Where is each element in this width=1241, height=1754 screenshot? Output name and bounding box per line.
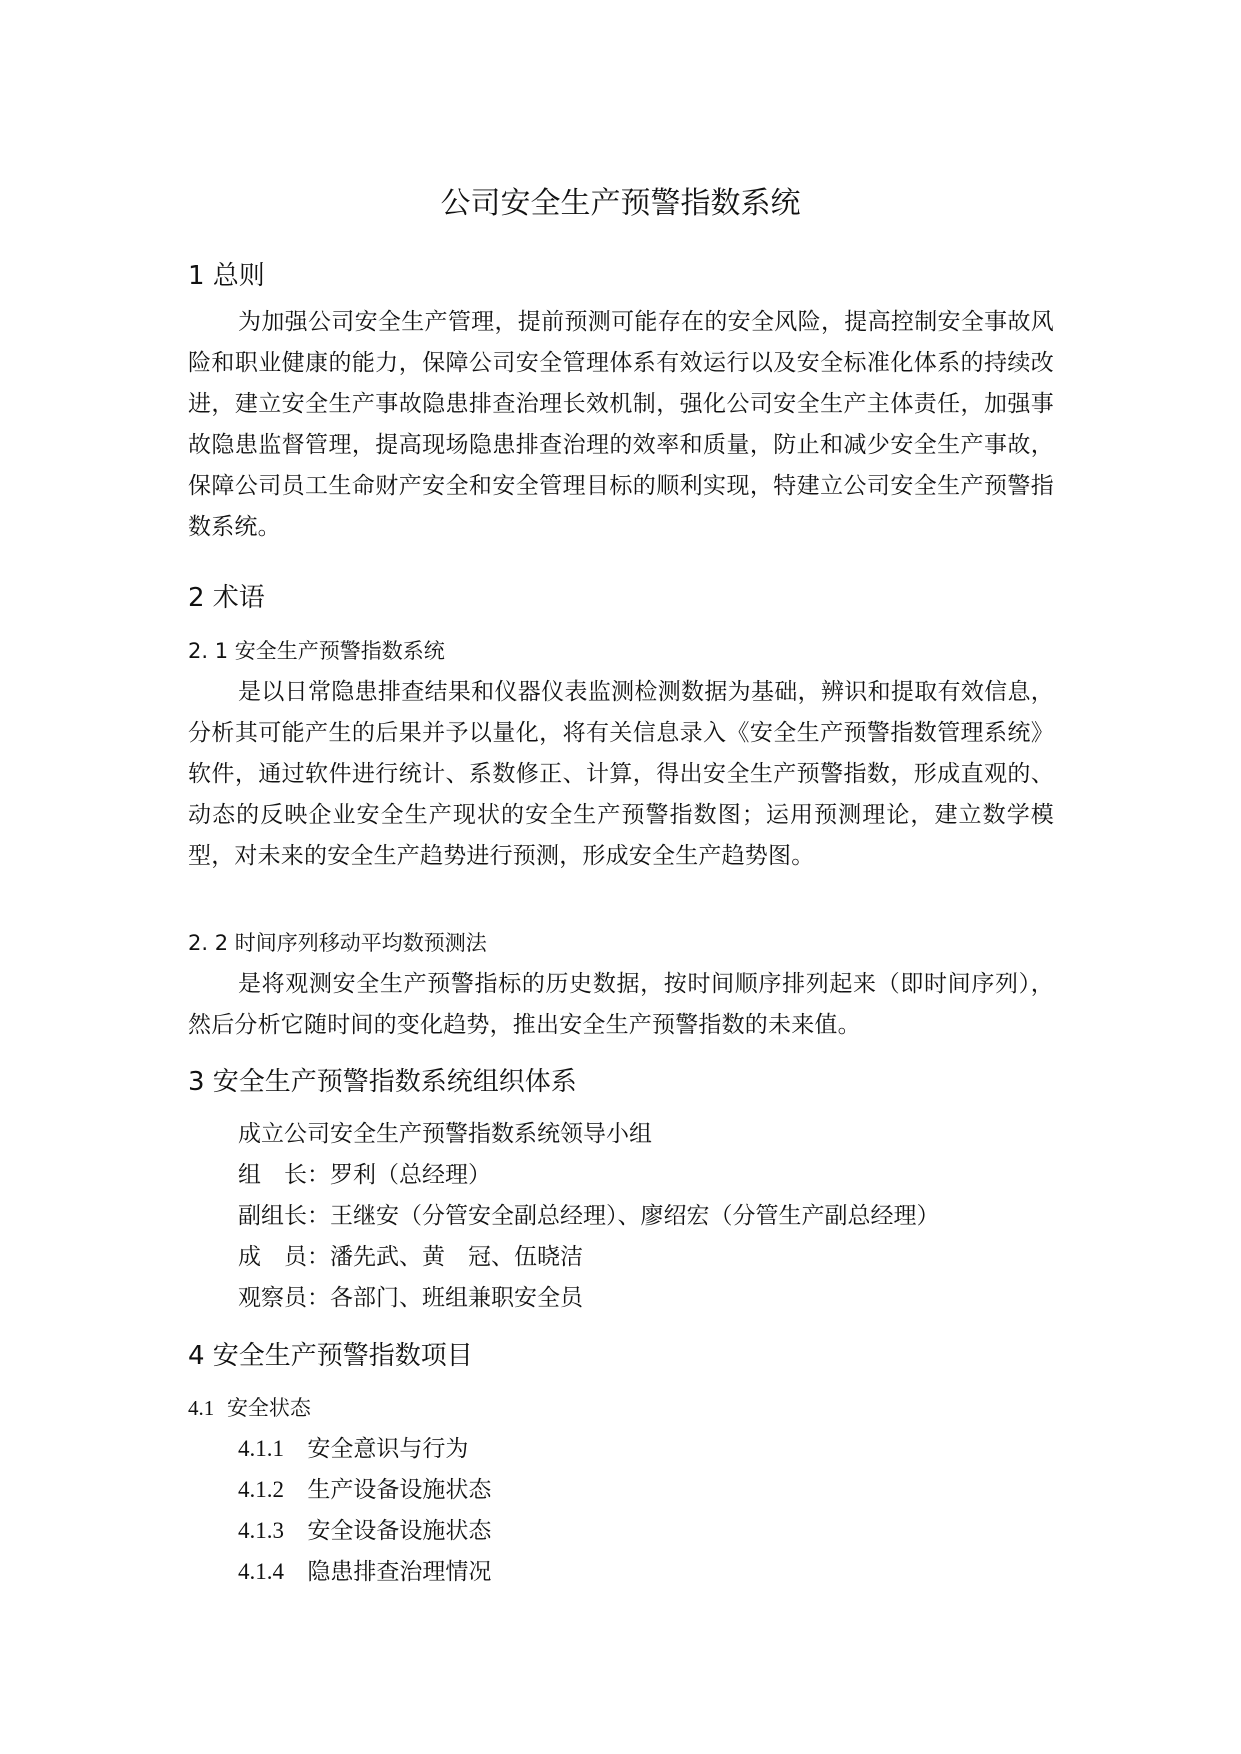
section-2-2-heading: 2. 2 时间序列移动平均数预测法 bbox=[188, 931, 487, 955]
section-4-heading: 4 安全生产预警指数项目 bbox=[188, 1341, 473, 1371]
org-line: 观察员：各部门、班组兼职安全员 bbox=[238, 1285, 583, 1311]
section-2-1-paragraph: 是以日常隐患排查结果和仪器仪表监测检测数据为基础，辨识和提取有效信息，分析其可能产生的后果并予以量化，将有关信息录入《安全生产预警指数管理系统》软件，通过软件进行统计、系数修正、计算，得出安全生产预警指数，形成直观的、动态的反映企业安全生产现状的安全生产预警指数图；运用预测理论，建立数学模型，对未来的安全生产趋势进行预测，形成安全生产趋势图。 bbox=[188, 679, 1054, 869]
section-4-1-title: 安全状态 bbox=[226, 1396, 311, 1420]
document-title: 公司安全生产预警指数系统 bbox=[440, 186, 801, 221]
org-line: 副组长：王继安（分管安全副总经理）、廖绍宏（分管生产副总经理） bbox=[238, 1203, 940, 1229]
org-line: 组 长：罗利（总经理） bbox=[238, 1162, 491, 1188]
list-item bbox=[238, 1428, 468, 1470]
list-item-number: 4.1.3 bbox=[238, 1518, 284, 1543]
section-2-2-paragraph: 是将观测安全生产预警指标的历史数据，按时间顺序排列起来（即时间序列），然后分析它随时间的变化趋势，推出安全生产预警指数的未来值。 bbox=[188, 971, 1054, 1038]
section-3-heading: 3 安全生产预警指数系统组织体系 bbox=[188, 1067, 577, 1097]
org-line: 成 员：潘先武、黄 冠、伍晓洁 bbox=[238, 1244, 583, 1270]
section-2-heading: 2 术语 bbox=[188, 583, 265, 613]
list-item bbox=[238, 1469, 491, 1511]
section-4-1-heading bbox=[188, 1393, 311, 1423]
section-1-heading: 1 总则 bbox=[188, 261, 265, 291]
list-item-label: 隐患排查治理情况 bbox=[307, 1559, 492, 1585]
list-item-number: 4.1.2 bbox=[238, 1477, 284, 1502]
section-2-1-heading: 2. 1 安全生产预警指数系统 bbox=[188, 639, 445, 663]
org-line: 成立公司安全生产预警指数系统领导小组 bbox=[238, 1121, 652, 1147]
list-item-number: 4.1.1 bbox=[238, 1436, 284, 1461]
list-item-label: 生产设备设施状态 bbox=[307, 1477, 492, 1503]
list-item-label: 安全意识与行为 bbox=[307, 1436, 469, 1462]
list-item bbox=[238, 1510, 491, 1552]
list-item bbox=[238, 1551, 491, 1593]
list-item-label: 安全设备设施状态 bbox=[307, 1518, 492, 1544]
section-1-paragraph: 为加强公司安全生产管理，提前预测可能存在的安全风险，提高控制安全事故风险和职业健康的能力，保障公司安全管理体系有效运行以及安全标准化体系的持续改进，建立安全生产事故隐患排查治理长效机制，强化公司安全生产主体责任，加强事故隐患监督管理，提高现场隐患排查治理的效率和质量，防止和减少安全生产事故，保障公司员工生命财产安全和安全管理目标的顺利实现，特建立公司安全生产预警指数系统。 bbox=[188, 309, 1054, 540]
section-4-1-number: 4.1 bbox=[188, 1396, 215, 1420]
list-item-number: 4.1.4 bbox=[238, 1559, 284, 1584]
